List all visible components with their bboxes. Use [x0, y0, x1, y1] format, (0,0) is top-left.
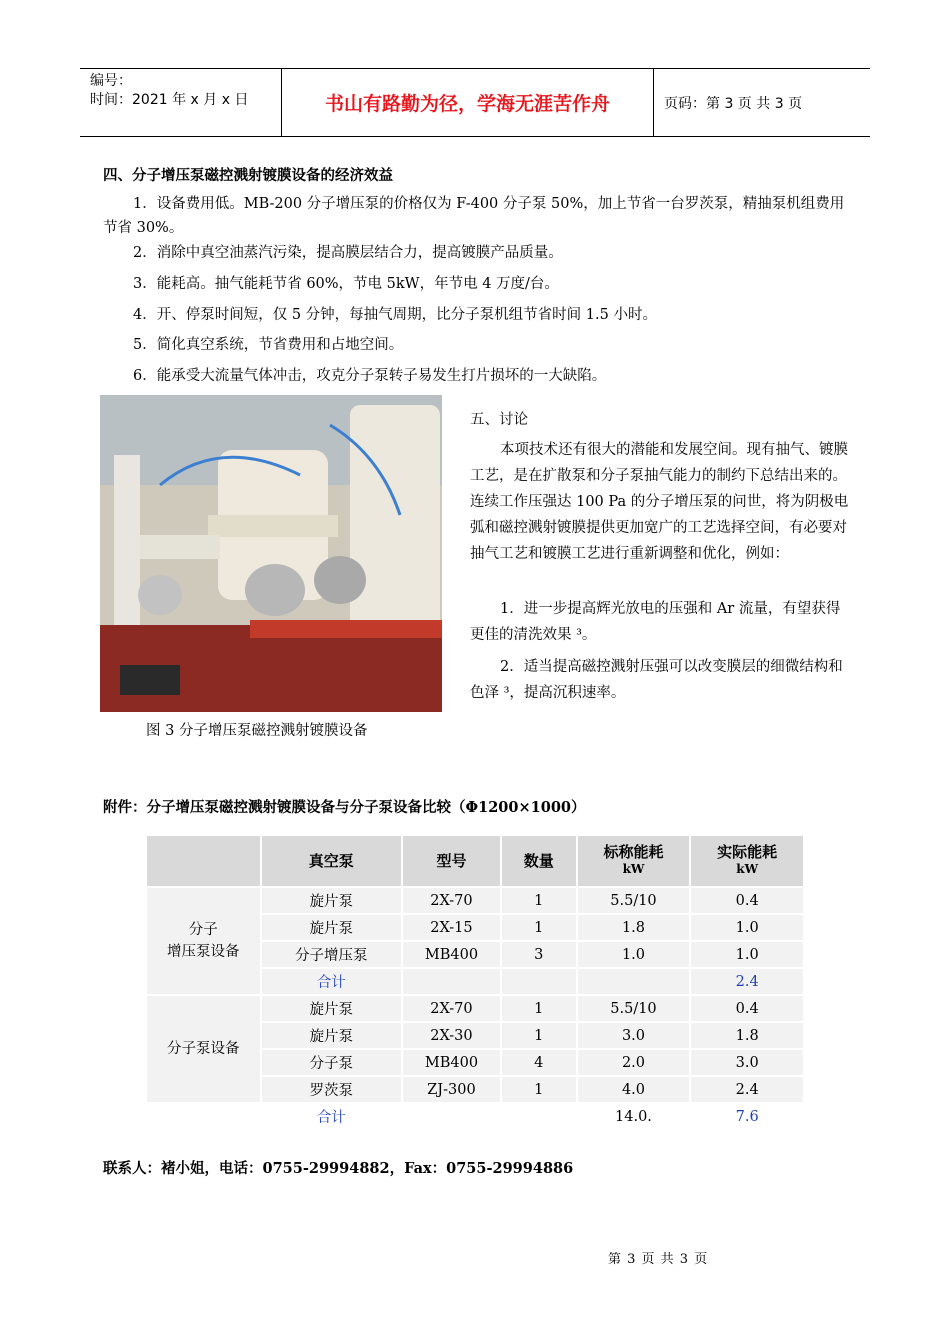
cell-pump: 旋片泵 [262, 996, 401, 1021]
section5-point-1: 1．进一步提高辉光放电的压强和 Ar 流量，有望获得更佳的清洗效果 ³。 [470, 601, 841, 643]
cell-blank [502, 1104, 576, 1129]
section4-item-5: 5．简化真空系统，节省费用和占地空间。 [133, 337, 404, 353]
cell-blank [403, 1104, 500, 1129]
cell-actual: 1.0 [691, 942, 803, 967]
group1-name [147, 888, 260, 994]
cell-model: MB400 [403, 942, 500, 967]
cell-actual: 2.4 [691, 1077, 803, 1102]
cell-nominal: 4.0 [578, 1077, 690, 1102]
cell-pump: 旋片泵 [262, 1023, 401, 1048]
cell-actual: 3.0 [691, 1050, 803, 1075]
cell-model: 2X-70 [403, 996, 500, 1021]
cell-blank [502, 969, 576, 994]
cell-nominal: 3.0 [578, 1023, 690, 1048]
cell-pump: 罗茨泵 [262, 1077, 401, 1102]
header-model: 型号 [403, 836, 500, 886]
section4-item-1: 1．设备费用低。MB-200 分子增压泵的价格仅为 F-400 分子泵 50%，加上节省一台罗茨泵，精抽泵机组费用节省 30%。 [103, 196, 845, 236]
header-actual [691, 836, 803, 886]
header-pump: 真空泵 [262, 836, 401, 886]
section4-item-4: 4．开、停泵时间短，仅 5 分钟，每抽气周期，比分子泵机组节省时间 1.5 小时。 [133, 307, 657, 323]
cell-model: 2X-70 [403, 888, 500, 913]
header-page: 页码：第 3 页 共 3 页 [664, 95, 803, 112]
group1-name-line2: 增压泵设备 [167, 944, 240, 960]
header-actual-unit: kW [736, 862, 759, 876]
cell-nominal: 5.5/10 [578, 996, 690, 1021]
equipment-photo-illustration [100, 395, 442, 712]
table-header-row [147, 836, 803, 886]
cell-qty: 1 [502, 996, 576, 1021]
cell-qty: 1 [502, 1023, 576, 1048]
cell-qty: 1 [502, 1077, 576, 1102]
header-blank [147, 836, 260, 886]
cell-model: MB400 [403, 1050, 500, 1075]
cell-qty: 4 [502, 1050, 576, 1075]
figure-caption: 图 3 分子增压泵磁控溅射镀膜设备 [146, 723, 368, 739]
page-header [80, 68, 870, 137]
section5-intro: 本项技术还有很大的潜能和发展空间。现有抽气、镀膜工艺，是在扩散泵和分子泵抽气能力的制约下总结出来的。连续工作压强达 100 Pa 的分子增压泵的问世，将为阴极电弧和磁控溅射镀膜提供更加宽广的工艺选择空间，有必要对抽气工艺和镀膜工艺进行重新调整和优化，例如： [470, 442, 849, 562]
section4-item-3: 3．能耗高。抽气能耗节省 60%，节电 5kW，年节电 4 万度/台。 [133, 276, 559, 292]
cell-pump: 旋片泵 [262, 915, 401, 940]
cell-actual: 1.8 [691, 1023, 803, 1048]
section4-item-6: 6．能承受大流量气体冲击，攻克分子泵转子易发生打片损坏的一大缺陷。 [133, 368, 607, 384]
header-motto: 书山有路勤为径，学海无涯苦作舟 [282, 69, 654, 136]
header-actual-label: 实际能耗 [717, 843, 778, 861]
comparison-table [145, 834, 805, 1131]
header-date: 时间：2021 年 x 月 x 日 [90, 92, 249, 108]
cell-blank [147, 1104, 260, 1129]
header-meta [80, 69, 282, 136]
table-row [147, 996, 803, 1021]
section4-title: 四、分子增压泵磁控溅射镀膜设备的经济效益 [103, 167, 393, 184]
header-nominal-unit: kW [622, 862, 645, 876]
cell-actual: 0.4 [691, 996, 803, 1021]
cell-actual: 1.0 [691, 915, 803, 940]
contact-info: 联系人：褚小姐，电话：0755-29994882，Fax：0755-29994886 [103, 1160, 574, 1177]
cell-pump: 分子增压泵 [262, 942, 401, 967]
header-number: 编号： [90, 73, 132, 89]
cell-nominal: 1.8 [578, 915, 690, 940]
cell-qty: 1 [502, 915, 576, 940]
section5-point-2: 2．适当提高磁控溅射压强可以改变膜层的细微结构和色泽 ³，提高沉积速率。 [470, 659, 843, 701]
group2-total-actual: 7.6 [691, 1104, 803, 1129]
header-nominal [578, 836, 690, 886]
attachment-title: 附件：分子增压泵磁控溅射镀膜设备与分子泵设备比较（Φ1200×1000） [103, 799, 586, 816]
group1-total-label: 合计 [262, 969, 401, 994]
cell-nominal: 2.0 [578, 1050, 690, 1075]
cell-nominal: 1.0 [578, 942, 690, 967]
cell-model: ZJ-300 [403, 1077, 500, 1102]
cell-pump: 旋片泵 [262, 888, 401, 913]
cell-blank [403, 969, 500, 994]
equipment-photo [100, 395, 442, 712]
cell-pump: 分子泵 [262, 1050, 401, 1075]
group1-total-nominal [578, 969, 690, 994]
section4-item-2: 2．消除中真空油蒸汽污染，提高膜层结合力，提高镀膜产品质量。 [133, 245, 563, 261]
cell-model: 2X-30 [403, 1023, 500, 1048]
header-qty: 数量 [502, 836, 576, 886]
cell-nominal: 5.5/10 [578, 888, 690, 913]
table-row [147, 888, 803, 913]
cell-qty: 1 [502, 888, 576, 913]
header-nominal-label: 标称能耗 [603, 843, 664, 861]
group1-name-line1: 分子 [188, 922, 218, 938]
group1-total-actual: 2.4 [691, 969, 803, 994]
table-row-total [147, 1104, 803, 1129]
section5-title: 五、讨论 [470, 412, 528, 428]
group2-total-nominal: 14.0. [578, 1104, 690, 1129]
group2-name: 分子泵设备 [147, 996, 260, 1102]
cell-model: 2X-15 [403, 915, 500, 940]
group2-total-label: 合计 [262, 1104, 401, 1129]
cell-actual: 0.4 [691, 888, 803, 913]
cell-qty: 3 [502, 942, 576, 967]
page-footer: 第 3 页 共 3 页 [608, 1252, 709, 1267]
